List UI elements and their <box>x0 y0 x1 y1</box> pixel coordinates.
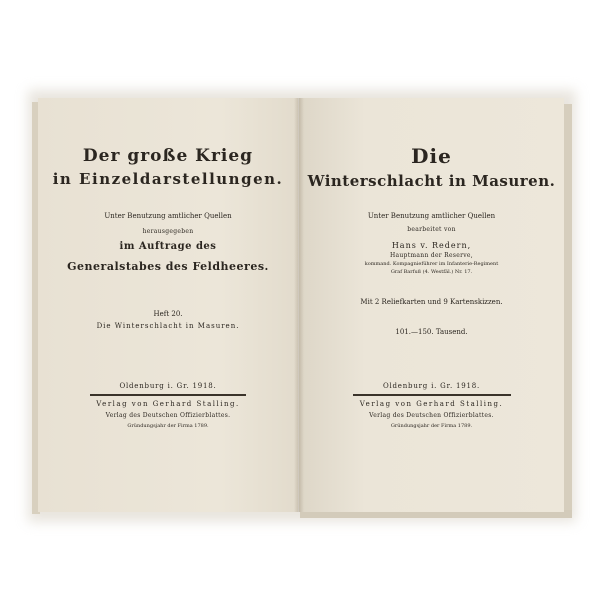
editor-note: herausgegeben <box>142 228 194 235</box>
book-gutter <box>294 98 304 512</box>
commission-line2: Generalstabes des Feldheeres. <box>67 260 269 273</box>
commission-line1: im Auftrage des <box>119 241 217 252</box>
rule-top <box>90 394 246 396</box>
book-title-line1: Die <box>411 144 452 168</box>
issue-number: Heft 20. <box>153 310 183 318</box>
place-date: Oldenburg i. Gr. 1918. <box>382 382 481 390</box>
sources-note: Unter Benutzung amtlicher Quellen <box>104 212 232 220</box>
maps-note: Mit 2 Reliefkarten und 9 Kartenskizzen. <box>360 298 503 306</box>
publisher-line2: Verlag des Deutschen Offizierblattes. <box>105 412 231 419</box>
founded-note: Gründungsjahr der Firma 1789. <box>390 423 473 429</box>
editor-note: bearbeitet von <box>407 226 456 233</box>
author-post-line1: kommand. Kompagnieführer im Infanterie-Regiment <box>364 261 499 267</box>
issue-title: Die Winterschlacht in Masuren. <box>96 322 240 330</box>
left-page <box>38 98 298 512</box>
author-name: Hans v. Redern, <box>391 241 472 250</box>
rule-top <box>353 394 511 396</box>
edition-note: 101.—150. Tausend. <box>395 328 468 336</box>
publisher-line1: Verlag von Gerhard Stalling. <box>359 400 504 408</box>
author-post-line2: Graf Barfuß (4. Westfäl.) Nr. 17. <box>390 269 473 275</box>
publisher-line2: Verlag des Deutschen Offizierblattes. <box>369 412 494 419</box>
place-date: Oldenburg i. Gr. 1918. <box>119 382 217 390</box>
series-title-line2: in Einzeldarstellungen. <box>52 170 284 188</box>
book-title-line2: Winterschlacht in Masuren. <box>307 172 556 190</box>
founded-note: Gründungsjahr der Firma 1789. <box>127 423 209 429</box>
right-page <box>299 98 564 512</box>
publisher-line1: Verlag von Gerhard Stalling. <box>96 400 240 408</box>
author-rank: Hauptmann der Reserve, <box>389 252 473 259</box>
sources-note: Unter Benutzung amtlicher Quellen <box>367 212 496 220</box>
series-title-line1: Der große Krieg <box>82 146 254 166</box>
